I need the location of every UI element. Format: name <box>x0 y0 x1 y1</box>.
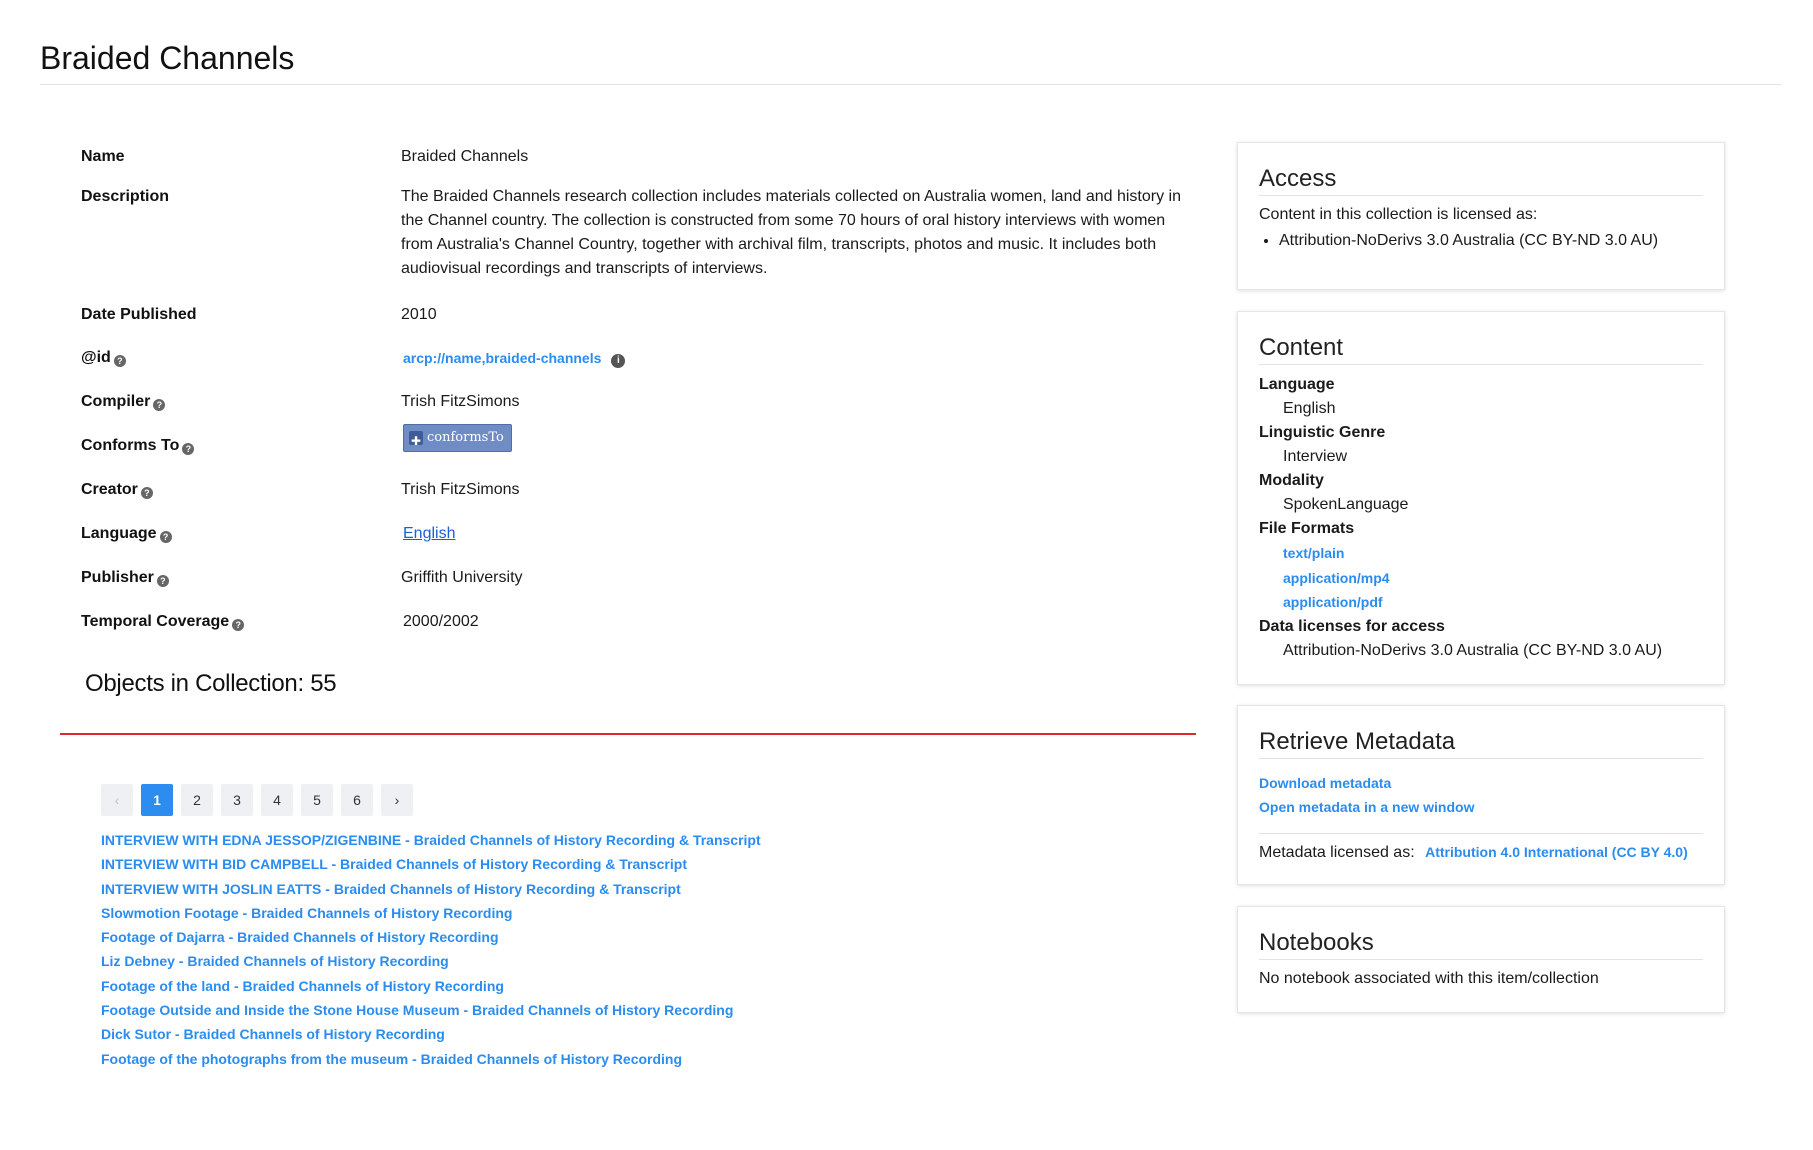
meta-label-name: Name <box>81 148 125 165</box>
objects-divider <box>60 733 1196 735</box>
pagination-page-2[interactable]: 2 <box>181 784 213 816</box>
metadata-license-label: Metadata licensed as: <box>1259 844 1415 861</box>
list-item <box>101 925 761 949</box>
meta-value-temporal-coverage: 2000/2002 <box>403 613 479 630</box>
pagination-page-5[interactable]: 5 <box>301 784 333 816</box>
meta-label-compiler-text: Compiler <box>81 393 151 410</box>
list-item <box>101 877 761 901</box>
access-intro: Content in this collection is licensed as: <box>1259 206 1538 223</box>
content-card <box>1237 311 1725 685</box>
meta-value-description: The Braided Channels research collection includes materials collected on Australia women, land and history in the Channel country. The collection is constructed from some 70 hours of oral history interviews with women from Australia's Channel Country, together with archival film, transcripts, photos and music. It includes both audiovisual recordings and transcripts of interviews. <box>401 188 1181 277</box>
meta-value-id <box>403 346 625 371</box>
meta-label-publisher <box>81 569 169 587</box>
meta-label-publisher-text: Publisher <box>81 569 154 586</box>
list-item <box>101 1047 761 1071</box>
access-license-list <box>1259 232 1703 250</box>
pagination-next-button[interactable]: › <box>381 784 413 816</box>
language-link[interactable]: English <box>403 525 456 542</box>
content-modality-label: Modality <box>1259 472 1324 489</box>
page-title: Braided Channels <box>40 40 295 76</box>
list-item <box>101 949 761 973</box>
notebooks-card <box>1237 906 1725 1013</box>
content-title: Content <box>1259 334 1703 365</box>
help-icon[interactable]: ? <box>157 575 169 587</box>
meta-label-id <box>81 349 126 367</box>
meta-label-date-published: Date Published <box>81 306 197 323</box>
pagination-page-3[interactable]: 3 <box>221 784 253 816</box>
list-item <box>101 974 761 998</box>
meta-label-temporal-coverage <box>81 613 244 631</box>
download-metadata-link[interactable]: Download metadata <box>1259 775 1392 791</box>
object-link[interactable]: Footage of Dajarra - Braided Channels of History Recording <box>101 929 499 946</box>
meta-label-creator-text: Creator <box>81 481 138 498</box>
help-icon[interactable]: ? <box>182 443 194 455</box>
content-genre-label: Linguistic Genre <box>1259 424 1386 441</box>
meta-label-id-text: @id <box>81 349 111 366</box>
meta-label-language <box>81 525 172 543</box>
meta-label-conforms-to <box>81 437 194 455</box>
objects-list <box>101 828 761 1071</box>
content-modality-value: SpokenLanguage <box>1283 496 1409 513</box>
content-licenses-label: Data licenses for access <box>1259 617 1445 635</box>
object-link[interactable]: Footage of the land - Braided Channels of History Recording <box>101 977 504 994</box>
objects-count-heading: Objects in Collection: 55 <box>85 670 337 697</box>
meta-value-creator: Trish FitzSimons <box>401 481 520 498</box>
info-icon[interactable]: i <box>611 354 625 368</box>
meta-label-creator <box>81 481 153 499</box>
meta-value-name: Braided Channels <box>401 148 529 165</box>
format-link[interactable]: text/plain <box>1283 545 1345 561</box>
object-link[interactable]: INTERVIEW WITH JOSLIN EATTS - Braided Channels of History Recording & Transcript <box>101 880 681 897</box>
meta-value-date-published: 2010 <box>401 306 437 323</box>
pagination-page-4[interactable]: 4 <box>261 784 293 816</box>
retrieve-divider <box>1259 833 1703 834</box>
help-icon[interactable]: ? <box>232 619 244 631</box>
meta-label-compiler <box>81 393 165 411</box>
help-icon[interactable]: ? <box>114 355 126 367</box>
access-license-item: • Attribution-NoDerivs 3.0 Australia (CC BY-ND 3.0 AU) <box>1279 232 1703 250</box>
list-item <box>101 828 761 852</box>
title-divider <box>40 84 1781 85</box>
puzzle-icon <box>409 431 423 445</box>
metadata-license-link[interactable]: Attribution 4.0 International (CC BY 4.0) <box>1425 844 1688 860</box>
object-link[interactable]: Footage Outside and Inside the Stone House Museum - Braided Channels of History Recording <box>101 1002 734 1019</box>
format-link[interactable]: application/pdf <box>1283 594 1383 610</box>
retrieve-title: Retrieve Metadata <box>1259 728 1703 759</box>
list-item <box>101 998 761 1022</box>
object-link[interactable]: INTERVIEW WITH EDNA JESSOP/ZIGENBINE - Braided Channels of History Recording & Transcript <box>101 832 761 848</box>
pagination-page-6[interactable]: 6 <box>341 784 373 816</box>
notebooks-title: Notebooks <box>1259 929 1703 960</box>
format-link[interactable]: application/mp4 <box>1283 569 1390 586</box>
help-icon[interactable]: ? <box>160 531 172 543</box>
object-link[interactable]: Liz Debney - Braided Channels of History Recording <box>101 953 449 970</box>
access-title: Access <box>1259 165 1703 196</box>
metadata-license-row <box>1259 844 1703 862</box>
object-link[interactable]: Slowmotion Footage - Braided Channels of History Recording <box>101 904 513 921</box>
meta-label-conforms-to-text: Conforms To <box>81 437 180 454</box>
pagination <box>101 784 413 816</box>
content-formats-label: File Formats <box>1259 520 1355 537</box>
content-genre-value: Interview <box>1283 448 1348 465</box>
list-item <box>101 901 761 925</box>
meta-label-language-text: Language <box>81 525 157 542</box>
meta-value-publisher: Griffith University <box>401 569 523 586</box>
object-link[interactable]: INTERVIEW WITH BID CAMPBELL - Braided Channels of History Recording & Transcript <box>101 856 687 873</box>
access-card <box>1237 142 1725 290</box>
content-language-value: English <box>1283 400 1336 417</box>
content-language-label: Language <box>1259 376 1335 393</box>
meta-value-language <box>403 522 455 546</box>
list-item <box>101 1022 761 1046</box>
id-link[interactable]: arcp://name,braided-channels <box>403 350 602 366</box>
content-license-value: Attribution-NoDerivs 3.0 Australia (CC BY-ND 3.0 AU) <box>1283 641 1663 659</box>
conforms-to-badge[interactable] <box>403 424 512 452</box>
meta-value-compiler: Trish FitzSimons <box>401 393 520 410</box>
meta-label-temporal-coverage-text: Temporal Coverage <box>81 613 230 630</box>
help-icon[interactable]: ? <box>141 487 153 499</box>
list-item <box>101 852 761 876</box>
meta-label-description: Description <box>81 188 170 205</box>
object-link[interactable]: Dick Sutor - Braided Channels of History Recording <box>101 1026 445 1043</box>
retrieve-metadata-card <box>1237 705 1725 885</box>
conforms-to-badge-label: conformsTo <box>427 430 504 445</box>
help-icon[interactable]: ? <box>153 399 165 411</box>
object-link[interactable]: Footage of the photographs from the museum - Braided Channels of History Recording <box>101 1050 683 1067</box>
pagination-prev-button[interactable]: ‹ <box>101 784 133 816</box>
pagination-page-1[interactable]: 1 <box>141 784 173 816</box>
notebooks-empty-text: No notebook associated with this item/collection <box>1259 970 1599 987</box>
meta-value-conforms-to <box>403 424 512 453</box>
open-metadata-link[interactable]: Open metadata in a new window <box>1259 799 1475 815</box>
